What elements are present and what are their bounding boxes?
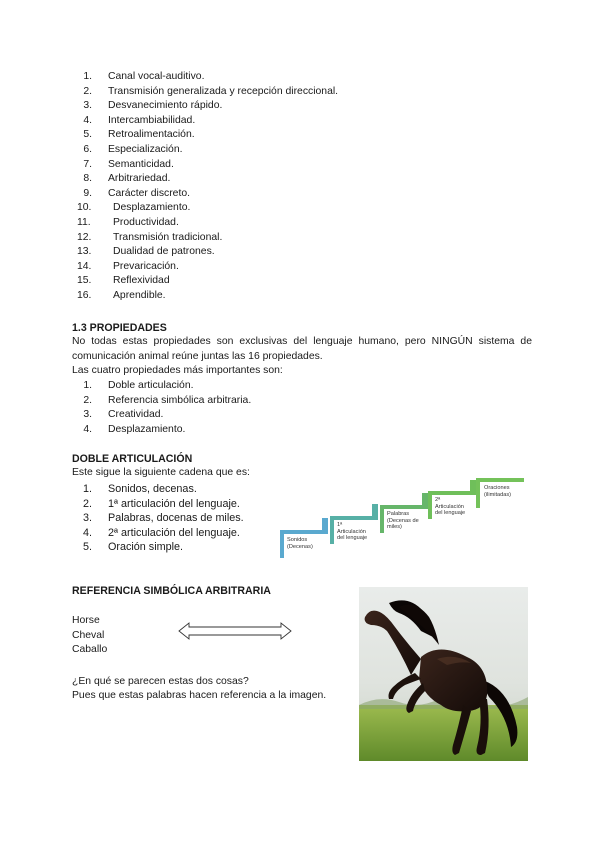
list-item: 4. 2ª articulación del lenguaje. [82, 526, 240, 539]
step-4-label: 2ª Articulación del lenguaje [435, 497, 466, 517]
list-item: 1. Doble articulación. [83, 380, 194, 391]
step-2-label: 1ª Articulación del lenguaje [337, 522, 368, 542]
propiedades-paragraph: No todas estas propiedades son exclusivas del lenguaje humano, pero NINGÚN sistema de comunicación animal reúne juntas las 16 propiedades. [72, 336, 532, 362]
horse-image [359, 587, 528, 761]
list-item: 5. Oración simple. [82, 541, 184, 554]
list-item: 10. Desplazamiento. [77, 202, 191, 214]
features-list [72, 70, 338, 304]
list-item: 1. Sonidos, decenas. [82, 483, 197, 495]
list-item: 4. Intercambiabilidad. [83, 114, 196, 126]
word-list [72, 614, 107, 658]
list-item: 3. Desvanecimiento rápido. [83, 100, 223, 112]
word-cheval: Cheval [72, 629, 105, 641]
list-item: 8. Arbitrariedad. [83, 173, 171, 185]
list-item: 1. Canal vocal-auditivo. [83, 71, 205, 82]
doble-articulacion-list [72, 482, 244, 555]
answer-text: Pues que estas palabras hacen referencia a la imagen. [72, 690, 327, 701]
doble-articulacion-intro: Este sigue la siguiente cadena que es: [72, 467, 250, 478]
list-item: 11. Productividad. [77, 216, 179, 228]
question-text: ¿En qué se parecen estas dos cosas? [72, 676, 249, 687]
list-item: 12. Transmisión tradicional. [77, 231, 223, 243]
list-item: 9. Carácter discreto. [83, 187, 190, 199]
list-item: 3. Creatividad. [83, 409, 164, 421]
step-5-label: Oraciones (ilimitadas) [484, 485, 512, 498]
list-item: 7. Semanticidad. [83, 158, 174, 170]
list-item: 2. Referencia simbólica arbitraria. [83, 394, 252, 406]
list-item: 6. Especialización. [83, 143, 183, 155]
propiedades-intro: Las cuatro propiedades más importantes son: [72, 365, 283, 376]
list-item: 2. Transmisión generalizada y recepción direccional. [83, 85, 339, 97]
list-item: 5. Retroalimentación. [83, 129, 195, 141]
section-heading-propiedades: 1.3 PROPIEDADES [72, 322, 167, 334]
articulation-staircase-diagram [280, 478, 530, 560]
list-item: 3. Palabras, docenas de miles. [82, 512, 244, 525]
step-3-label: Palabras (Decenas de miles) [387, 511, 419, 531]
list-item: 2. 1ª articulación del lenguaje. [82, 497, 240, 510]
double-arrow-icon [178, 621, 292, 641]
list-item: 14. Prevaricación. [77, 260, 179, 272]
list-item: 13. Dualidad de patrones. [77, 246, 215, 258]
word-caballo: Caballo [72, 644, 108, 656]
step-1-label: Sonidos (Decenas) [287, 537, 313, 550]
word-horse: Horse [72, 615, 100, 626]
list-item: 4. Desplazamiento. [83, 423, 186, 435]
list-item: 15. Reflexividad [77, 275, 170, 287]
list-item: 16. Aprendible. [77, 289, 166, 301]
propiedades-list [72, 379, 251, 437]
section-heading-doble-articulacion: DOBLE ARTICULACIÓN [72, 453, 193, 465]
section-heading-referencia: REFERENCIA SIMBÓLICA ARBITRARIA [72, 585, 271, 597]
horse-photo-illustration [359, 587, 528, 761]
